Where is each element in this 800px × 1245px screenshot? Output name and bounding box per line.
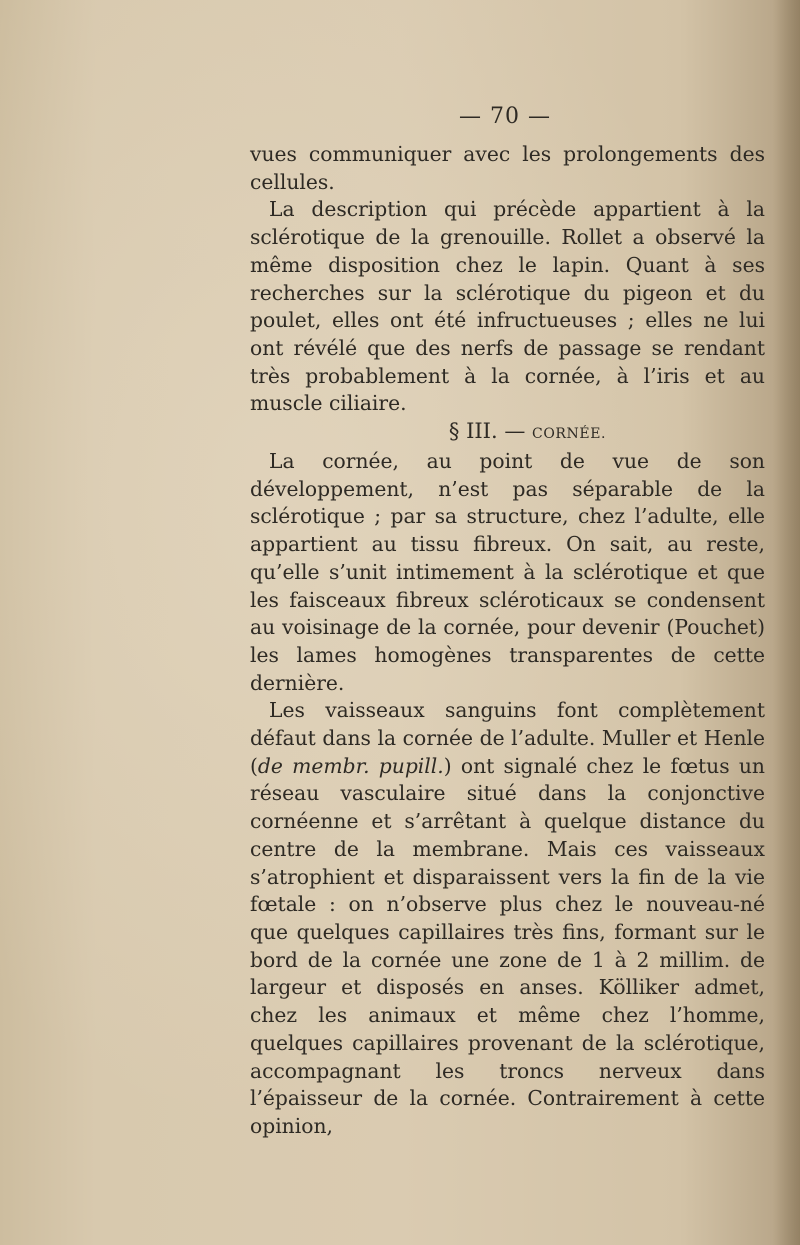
paragraph-cornee-structure: La cornée, au point de vue de son développement, n’est pas séparable de la sclérotique ; par sa structure, chez l’adulte, elle appartient au tissu fibreux. On sait, au reste, qu’elle s’unit intimement à la sclérotique et que les faisceaux fibreux scléroticaux se condensent au voisinage de la cornée, pour devenir (Pouchet) les lames homogènes transparentes de cette dernière.	[250, 449, 765, 695]
section-number: § III. —	[448, 419, 526, 444]
page-number: — 70 —	[459, 104, 551, 129]
body-text	[250, 141, 765, 1141]
continuation-paragraph: vues communiquer avec les prolongements des cellules.	[250, 142, 765, 194]
section-title: CORNÉE.	[532, 426, 607, 443]
paragraph-vaisseaux	[250, 697, 765, 1140]
citation-reference: de membr. pupill.	[257, 753, 444, 778]
paragraph-vaisseaux-end: ) ont signalé chez le fœtus un réseau vasculaire situé dans la conjonctive cornéenne et s’arrêtant à quelque distance du centre de la membrane. Mais ces vaisseaux s’atrophient et disparaissent vers la fin de la vie fœtale : on n’observe plus chez le nouveau-né que quelques capillaires très fins, formant sur le bord de la cornée une zone de 1 à 2 millim. de largeur et disposés en anses. Kölliker admet, chez les animaux et même chez l’homme, quelques capillaires provenant de la sclérotique, accompagnant les troncs nerveux dans l’épaisseur de la cornée. Contrairement à cette opinion,	[250, 753, 765, 1138]
section-heading	[250, 418, 765, 448]
paragraph-sclerotique: La description qui précède appartient à la sclérotique de la grenouille. Rollet a observé la même disposition chez le lapin. Quant à ses recherches sur la sclérotique du pigeon et du poulet, elles ont été infructueuses ; elles ne lui ont révélé que des nerfs de passage se rendant très probablement à la cornée, à l’iris et au muscle ciliaire.	[250, 197, 765, 416]
paragraph-vaisseaux-start: Les vaisseaux sanguins font complètement défaut dans la cornée de l’adulte. Muller et Henle (	[250, 698, 765, 778]
